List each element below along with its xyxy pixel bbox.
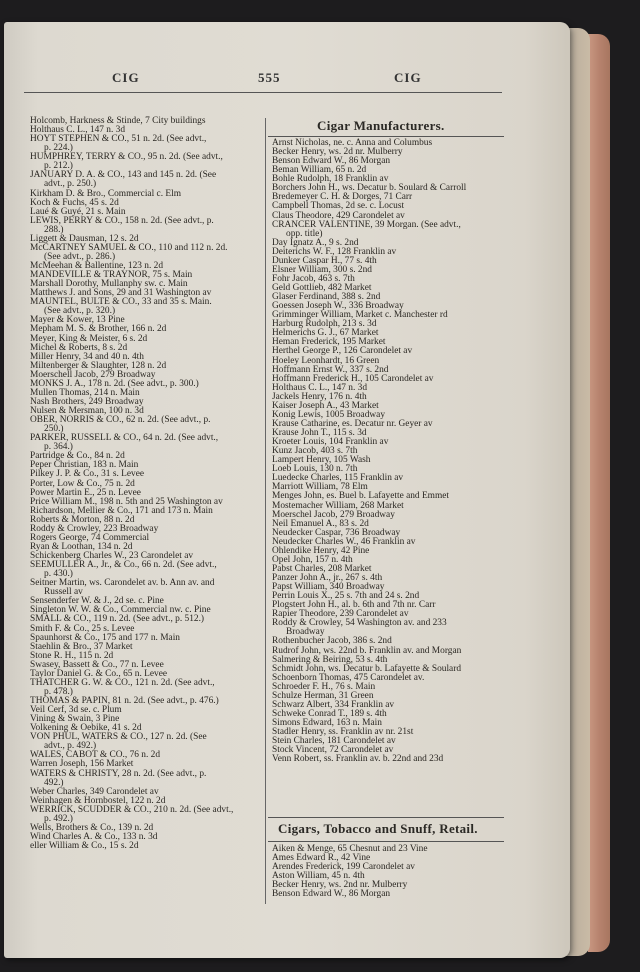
directory-entry: Borchers John H., ws. Decatur b. Soulard & Carroll <box>272 183 467 194</box>
directory-entry: Opel John, 157 n. 4th <box>272 554 353 565</box>
directory-entry: (See advt., p. 320.) <box>44 306 116 317</box>
directory-entry: p. 224.) <box>44 143 73 154</box>
directory-entry: Kaiser Joseph A., 43 Market <box>272 400 379 411</box>
directory-entry: Price William M., 198 n. 5th and 25 Washington av <box>30 496 223 507</box>
directory-entry: Spaunhorst & Co., 175 and 177 n. Main <box>30 632 180 643</box>
directory-entry: JANUARY D. A. & CO., 143 and 145 n. 2d. (See <box>30 170 217 181</box>
directory-entry: Stadler Henry, ss. Franklin av nr. 21st <box>272 727 414 738</box>
directory-entry: Moerschell Jacob, 279 Broadway <box>30 369 156 380</box>
directory-entry: 288.) <box>44 224 64 235</box>
directory-entry: McMeehan & Ballentine, 123 n. 2d <box>30 261 164 271</box>
directory-entry: Geld Gottlieb, 482 Market <box>272 283 372 293</box>
column-divider <box>265 118 266 904</box>
directory-entry: Day Ignatz A., 9 s. 2nd <box>272 237 359 248</box>
directory-entry: Miller Henry, 34 and 40 n. 4th <box>30 351 144 362</box>
directory-entry: Beman William, 65 n. 2d <box>272 165 367 176</box>
section-rule <box>268 817 504 818</box>
cigar-manufacturers-listing <box>272 139 504 764</box>
directory-entry: p. 364.) <box>44 442 73 453</box>
section-rule <box>268 136 504 137</box>
directory-page <box>4 22 570 958</box>
directory-entry: Pilkey J. P. & Co., 31 s. Levee <box>30 469 145 480</box>
directory-entry: Partridge & Co., 84 n. 2d <box>30 451 125 462</box>
directory-entry: Stone R. H., 115 n. 2d <box>30 650 114 661</box>
directory-entry: Konig Lewis, 1005 Broadway <box>272 409 386 420</box>
directory-entry: SEEMULLER A., Jr., & Co., 66 n. 2d. (See advt., <box>30 560 217 571</box>
page-number: 555 <box>258 70 281 85</box>
directory-entry: Roddy & Crowley, 223 Broadway <box>30 523 159 534</box>
directory-entry: Jackels Henry, 176 n. 4th <box>272 391 367 402</box>
directory-entry: Schulze Herman, 31 Green <box>272 690 374 701</box>
directory-entry: OBER, NORRIS & CO., 62 n. 2d. (See advt., p. <box>30 415 211 426</box>
directory-entry: Staehlin & Bro., 37 Market <box>30 641 133 652</box>
directory-entry: Mepham M. S. & Brother, 166 n. 2d <box>30 324 167 335</box>
directory-entry: Marriott William, 78 Elm <box>272 482 368 493</box>
directory-entry: Deiterichs W. F., 128 Franklin av <box>272 246 397 257</box>
directory-entry: Russell av <box>44 587 83 598</box>
directory-entry: Laué & Guyé, 21 s. Main <box>30 206 126 217</box>
directory-entry: Mullen Thomas, 214 n. Main <box>30 387 140 398</box>
directory-entry: Neudecker Charles W., 46 Franklin av <box>272 536 416 547</box>
directory-entry: p. 212.) <box>44 161 73 172</box>
directory-entry: Rudrof John, ws. 22nd b. Franklin av. and Morgan <box>272 645 462 656</box>
directory-entry: Hoeley Leonhardt, 16 Green <box>272 355 380 366</box>
directory-entry: Becker Henry, ws. 2d nr. Mulberry <box>272 147 403 158</box>
directory-entry: Vining & Swain, 3 Pine <box>30 714 120 725</box>
header-left-keyword: CIG <box>112 70 140 85</box>
directory-entry: Loeb Louis, 130 n. 7th <box>272 464 358 475</box>
header-right-keyword: CIG <box>394 70 422 85</box>
directory-entry: Power Martin E., 25 n. Levee <box>30 487 141 498</box>
directory-entry: Roberts & Morton, 88 n. 2d <box>30 514 135 525</box>
directory-entry: Campbell Thomas, 2d se. c. Locust <box>272 201 405 212</box>
directory-entry: 250.) <box>44 424 64 435</box>
section-title-cigar-manufacturers: Cigar Manufacturers. <box>317 118 445 133</box>
directory-entry: Wells, Brothers & Co., 139 n. 2d <box>30 822 154 833</box>
directory-entry: Plogstert John H., al. b. 6th and 7th nr. Carr <box>272 600 436 611</box>
directory-entry: Menges John, es. Buel b. Lafayette and Emmet <box>272 491 450 502</box>
directory-entry: Smith F. & Co., 25 s. Levee <box>30 623 135 634</box>
directory-entry: HOYT STEPHEN & CO., 51 n. 2d. (See advt., <box>30 134 207 145</box>
directory-entry: (See advt., p. 286.) <box>44 251 116 262</box>
directory-entry: Kirkham D. & Bro., Commercial c. Elm <box>30 188 182 199</box>
directory-entry: Nulsen & Mersman, 100 n. 3d <box>30 406 144 416</box>
directory-entry: Kroeter Louis, 104 Franklin av <box>272 437 389 448</box>
directory-entry: Schoenborn Thomas, 475 Carondelet av. <box>272 672 425 683</box>
directory-entry: Holthaus C. L., 147 n. 3d <box>272 382 368 393</box>
directory-entry: Rothenbucher Jacob, 386 s. 2nd <box>272 636 392 647</box>
directory-entry: Neudecker Caspar, 736 Broadway <box>272 527 401 538</box>
directory-entry: opp. title) <box>286 228 323 239</box>
directory-entry: Salmering & Beiring, 53 s. 4th <box>272 654 388 665</box>
directory-entry: Bohle Rudolph, 18 Franklin av <box>272 174 389 185</box>
directory-entry: WERRICK, SCUDDER & CO., 210 n. 2d. (See advt., <box>30 804 234 815</box>
directory-entry: Claus Theodore, 429 Carondelet av <box>272 210 405 221</box>
directory-entry: Heman Frederick, 195 Market <box>272 337 386 348</box>
page-edge-stack <box>588 34 610 952</box>
directory-entry: Taylor Daniel G. & Co., 65 n. Levee <box>30 668 168 679</box>
directory-entry: Bredemeyer C. H. & Dorges, 71 Carr <box>272 192 413 203</box>
directory-entry: Harburg Rudolph, 213 s. 3d <box>272 319 377 330</box>
directory-entry: MAUNTEL, BULTE & CO., 33 and 35 s. Main. <box>30 297 212 308</box>
directory-entry: MANDEVILLE & TRAYNOR, 75 s. Main <box>30 270 193 281</box>
directory-entry: Simons Edward, 163 n. Main <box>272 718 382 728</box>
directory-entry: Hoffmann Ernst W., 337 s. 2nd <box>272 364 389 375</box>
directory-entry: Weinhagen & Hornbostel, 122 n. 2d <box>30 795 166 806</box>
directory-entry: Singleton W. W. & Co., Commercial nw. c. Pine <box>30 605 211 616</box>
directory-entry: Schickenberg Charles W., 23 Carondelet av <box>30 551 194 561</box>
directory-entry: Venn Robert, ss. Franklin av. b. 22nd and 23d <box>272 754 444 765</box>
directory-entry: Holthaus C. L., 147 n. 3d <box>30 125 126 136</box>
cigars-retail-listing <box>272 845 504 899</box>
directory-entry: Marshall Dorothy, Mullanphy sw. c. Main <box>30 279 188 290</box>
directory-entry: Volkening & Oebike, 41 s. 2d <box>30 723 142 734</box>
directory-entry: WALES, CABOT & CO., 76 n. 2d <box>30 750 161 761</box>
directory-entry: Moerschel Jacob, 279 Broadway <box>272 509 395 520</box>
directory-entry: CRANCER VALENTINE, 39 Morgan. (See advt., <box>272 219 461 230</box>
directory-entry: Lampert Henry, 105 Wash <box>272 455 371 466</box>
directory-entry: WATERS & CHRISTY, 28 n. 2d. (See advt., p. <box>30 768 207 779</box>
directory-entry: HUMPHREY, TERRY & CO., 95 n. 2d. (See advt., <box>30 152 223 163</box>
directory-entry: advt., p. 492.) <box>44 741 97 752</box>
directory-entry: Dunker Caspar H., 77 s. 4th <box>272 255 377 266</box>
directory-entry: Ames Edward R., 42 Vine <box>272 853 371 864</box>
directory-entry: Michel & Roberts, 8 s. 2d <box>30 342 128 353</box>
directory-entry: Mostemacher William, 268 Market <box>272 500 404 511</box>
directory-entry: Sensenderfer W. & J., 2d se. c. Pine <box>30 596 164 607</box>
directory-entry: Becker Henry, ws. 2nd nr. Mulberry <box>272 880 408 891</box>
directory-entry: Arnst Nicholas, ne. c. Anna and Columbus <box>272 138 433 148</box>
directory-entry: p. 430.) <box>44 569 73 580</box>
directory-entry: Elsner William, 300 s. 2nd <box>272 264 372 275</box>
directory-entry: Broadway <box>286 627 325 638</box>
directory-entry: Rogers George, 74 Commercial <box>30 532 150 543</box>
directory-entry: Aston William, 45 n. 4th <box>272 871 365 882</box>
directory-entry: Koch & Fuchs, 45 s. 2d <box>30 197 119 208</box>
directory-entry: Seitner Martin, ws. Carondelet av. b. Ann av. and <box>30 578 215 589</box>
directory-entry: Krause John T., 115 s. 3d <box>272 428 367 438</box>
directory-entry: Krause Catharine, es. Decatur nr. Geyer av <box>272 418 433 429</box>
left-column-listing <box>30 117 262 851</box>
directory-entry: Stock Vincent, 72 Carondelet av <box>272 745 394 756</box>
directory-entry: Meyer, King & Meister, 6 s. 2d <box>30 333 148 344</box>
directory-entry: Rapier Theodore, 239 Carondelet av <box>272 609 409 620</box>
directory-entry: Pabst Charles, 208 Market <box>272 563 372 574</box>
directory-entry: Benson Edward W., 86 Morgan <box>272 889 391 900</box>
directory-entry: Ohlendike Henry, 42 Pine <box>272 545 370 556</box>
section-title-cigars-retail: Cigars, Tobacco and Snuff, Retail. <box>278 821 478 836</box>
directory-entry: Helmerichs G. J., 67 Market <box>272 328 379 339</box>
directory-entry: Weber Charles, 349 Carondelet av <box>30 786 159 797</box>
directory-entry: p. 478.) <box>44 686 73 697</box>
directory-entry: Wind Charles A. & Co., 133 n. 3d <box>30 831 158 842</box>
directory-entry: Aiken & Menge, 65 Chesnut and 23 Vine <box>272 844 428 854</box>
directory-entry: Miltenberger & Slaughter, 128 n. 2d <box>30 360 167 371</box>
directory-entry: eller William & Co., 15 s. 2d <box>30 841 139 851</box>
directory-entry: Swasey, Bassett & Co., 77 n. Levee <box>30 659 164 670</box>
section-rule <box>268 841 504 842</box>
directory-entry: PARKER, RUSSELL & CO., 64 n. 2d. (See advt., <box>30 433 219 444</box>
directory-entry: Richardson, Mellier & Co., 171 and 173 n. Main <box>30 505 213 516</box>
directory-entry: Holcomb, Harkness & Stinde, 7 City buildings <box>30 116 206 126</box>
directory-entry: Schweke Conrad T., 189 s. 4th <box>272 708 387 719</box>
directory-entry: Matthews J. and Sons, 29 and 31 Washington av <box>30 288 212 299</box>
directory-entry: VON PHUL, WATERS & CO., 127 n. 2d. (See <box>30 732 207 743</box>
directory-entry: Peper Christian, 183 n. Main <box>30 460 139 471</box>
directory-entry: Hoffmann Frederick H., 105 Carondelet av <box>272 373 434 384</box>
page-header <box>4 70 570 90</box>
directory-entry: Papst William, 340 Broadway <box>272 582 385 593</box>
directory-entry: Neil Emanuel A., 83 s. 2d <box>272 518 369 529</box>
directory-entry: McCARTNEY SAMUEL & CO., 110 and 112 n. 2d. <box>30 242 228 253</box>
directory-entry: Porter, Low & Co., 75 n. 2d <box>30 478 135 489</box>
directory-entry: Ryan & Loothan, 134 n. 2d <box>30 541 133 552</box>
directory-entry: Kunz Jacob, 403 s. 7th <box>272 446 358 457</box>
directory-entry: Veil Cerf, 3d se. c. Plum <box>30 705 122 716</box>
directory-entry: MONKS J. A., 178 n. 2d. (See advt., p. 300.) <box>30 378 199 389</box>
directory-entry: Luedecke Charles, 115 Franklin av <box>272 473 404 484</box>
directory-entry: Herthel George P., 126 Carondelet av <box>272 346 413 357</box>
directory-entry: 492.) <box>44 777 64 788</box>
directory-entry: Goessen Joseph W., 336 Broadway <box>272 301 404 312</box>
directory-entry: Nash Brothers, 249 Broadway <box>30 396 144 407</box>
directory-entry: Panzer John A., jr., 267 s. 4th <box>272 573 383 583</box>
directory-entry: Schroeder F. H., 76 s. Main <box>272 681 376 692</box>
directory-entry: Arendes Frederick, 199 Carondelet av <box>272 862 415 873</box>
directory-entry: SMALL & CO., 119 n. 2d. (See advt., p. 512.) <box>30 614 205 625</box>
directory-entry: Mayer & Kower, 13 Pine <box>30 315 125 326</box>
directory-entry: Liggett & Dausman, 12 s. 2d <box>30 233 139 244</box>
directory-entry: Fohr Jacob, 463 s. 7th <box>272 273 355 284</box>
directory-entry: Benson Edward W., 86 Morgan <box>272 156 391 167</box>
directory-entry: THATCHER G. W. & CO., 121 n. 2d. (See advt., <box>30 677 215 688</box>
directory-entry: p. 492.) <box>44 813 73 824</box>
directory-entry: Schmidt John, ws. Decatur b. Lafayette & Soulard <box>272 663 462 674</box>
directory-entry: Grimminger William, Market c. Manchester rd <box>272 310 448 321</box>
directory-entry: advt., p. 250.) <box>44 179 97 190</box>
directory-entry: LEWIS, PERRY & CO., 158 n. 2d. (See advt., p. <box>30 215 214 226</box>
directory-entry: THOMAS & PAPIN, 81 n. 2d. (See advt., p. 476.) <box>30 696 219 706</box>
directory-entry: Roddy & Crowley, 54 Washington av. and 233 <box>272 618 447 629</box>
header-rule <box>24 92 502 93</box>
directory-entry: Glaser Ferdinand, 388 s. 2nd <box>272 292 381 303</box>
directory-entry: Schwarz Albert, 334 Franklin av <box>272 699 395 710</box>
directory-entry: Warren Joseph, 156 Market <box>30 759 134 770</box>
directory-entry: Stein Charles, 181 Carondelet av <box>272 736 396 747</box>
directory-entry: Perrin Louis X., 25 s. 7th and 24 s. 2nd <box>272 591 420 602</box>
